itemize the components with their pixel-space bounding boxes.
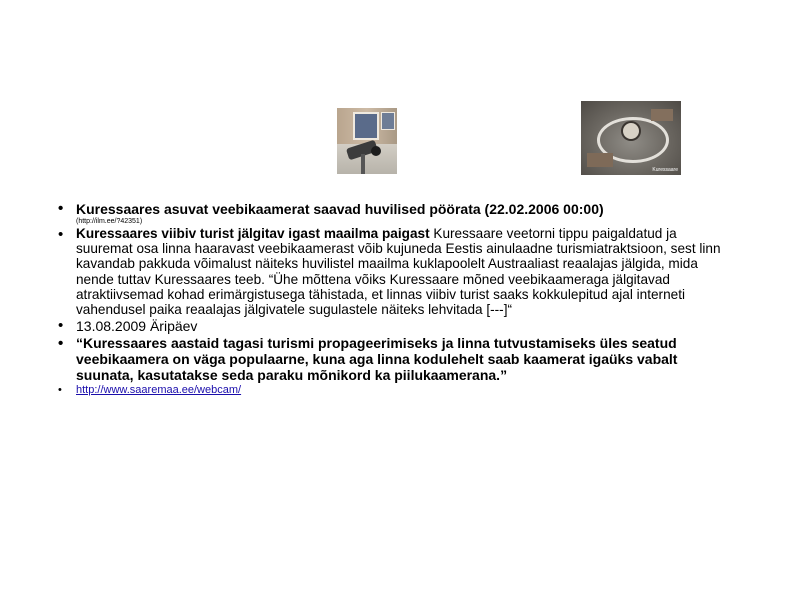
window [353,112,379,140]
window [381,112,395,130]
date-source: 13.08.2009 Äripäev [76,318,198,335]
photo-caption: Kuressaare [652,167,678,173]
bullet-icon: • [58,200,64,217]
rooftop [587,153,613,167]
castle-tower [623,123,639,139]
webcam-link[interactable]: http://www.saaremaa.ee/webcam/ [76,384,242,397]
bullet-icon: • [58,335,64,353]
bullet-icon: • [58,226,64,243]
camera-lens-icon [371,146,381,156]
bullet-list [58,200,728,397]
aerial-castle-photo [581,101,681,175]
list-item [58,226,728,317]
camera-mount [361,154,365,174]
list-item [58,383,728,397]
news-body: Kuressaare veetorni tippu paigaldatud ja suuremat osa linna haaravast veebikaamerast võib kujuneda Eestis ainulaadne turismiatraktsioon, sest linn kavandab pakkuda võimalust näiteks huvilistel maailma kuklapoolelt Austraaliast reaalajas jälgida, mida nende tuttav Kuressaares teeb. “Ühe mõttena võiks Kuressaare mõned veebikaameraga jälgitavad atraktiivsemad kohad erimärgistusega tähistada, et linnas viibiv turist saaks kokkulepitud ajal interneti vahendusel paika reaalajas jälgivatele sugulastele näiteks lehvitada [---]“ [76,226,721,318]
news-headline: Kuressaares viibiv turist jälgitav igast maailma paigast [76,226,430,241]
webcam-photo [337,108,397,174]
list-item [58,200,728,226]
list-item [58,317,728,335]
news-headline: Kuressaares asuvat veebikaamerat saavad huvilised pöörata (22.02.2006 00:00) [76,201,604,217]
rooftop [651,109,673,121]
bullet-icon: • [58,317,64,335]
source-reference: (http://ilm.ee/?42351) [76,218,143,225]
bullet-icon: • [58,384,62,397]
quote-text: “Kuressaares aastaid tagasi turismi propageerimiseks ja linna tutvustamiseks üles seatud veebikaamera on väga populaarne, kuna aga linna kodulehelt saab kaamerat igaüks vabalt suunata, kasutatakse seda paraku mõnikord ka piilukaamerana.” [76,335,678,384]
list-item [58,335,728,383]
